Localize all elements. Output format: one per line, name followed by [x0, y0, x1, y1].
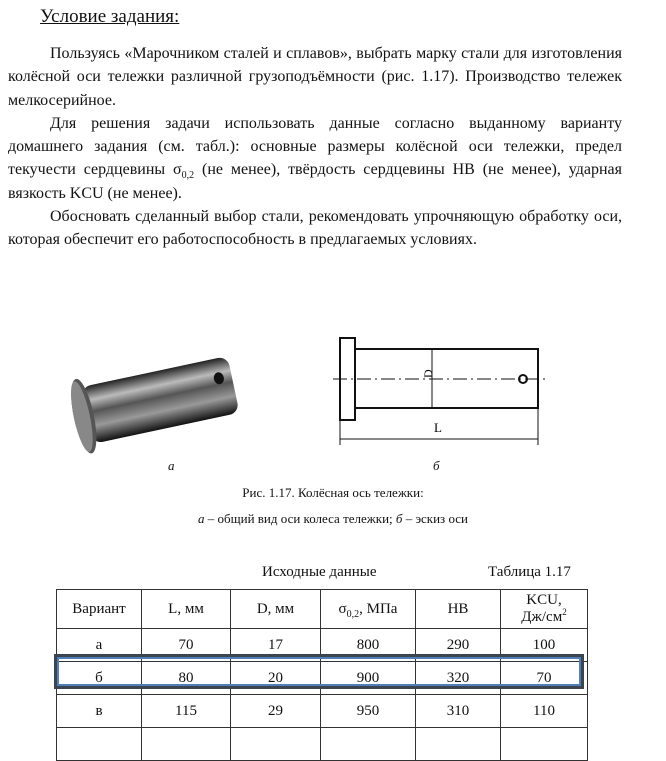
dim-l-label: L — [434, 420, 442, 435]
task-heading: Условие задания: — [40, 6, 180, 27]
table-row: в 115 29 950 310 110 — [57, 695, 588, 728]
table-row-highlighted: б 80 20 900 320 70 — [57, 662, 588, 695]
figure-caption: Рис. 1.17. Колёсная ось тележки: — [242, 485, 424, 500]
figure-subcaption: а – общий вид оси колеса тележки; б – эскиз оси — [198, 511, 468, 526]
paragraph-1: Пользуясь «Марочником сталей и сплавов», выбрать марку стали для изготовления колёсной оси тележки различной грузоподъёмности (рис. 1.17). Производство тележек мелкосерийное. — [8, 45, 622, 109]
figure-drawings — [0, 320, 666, 460]
table-title: Исходные данные — [262, 564, 377, 580]
dim-d-label: D — [421, 369, 435, 378]
figure-label-a: а — [168, 458, 175, 473]
paragraph-3: Обосновать сделанный выбор стали, рекомендовать упрочняющую обработку оси, которая обеспечит его работоспособность в предлагаемых условиях. — [8, 208, 622, 249]
table-row: а 70 17 800 290 100 — [57, 629, 588, 662]
data-table: Вариант L, мм D, мм $\sigma_{0,2}$, МПа HB KCU, $Дж/см^2$ а 70 17 800 290 100 б 80 20 900 320 70 в 115 29 950 310 110 — [56, 589, 588, 761]
figure-label-b: б — [433, 458, 440, 473]
table-number: Таблица 1.17 — [488, 564, 571, 580]
axle-photo — [66, 347, 241, 455]
task-text — [8, 42, 622, 252]
paragraph-2: Для решения задачи использовать данные согласно выданному варианту домашнего задания (см. табл.): основные размеры колёсной оси тележки, предел текучести сердцевины $\sigma_{0,2}$ (не менее), твёрдость сердцевины HB (не менее), ударная вязкость KCU (не менее). — [8, 114, 623, 202]
